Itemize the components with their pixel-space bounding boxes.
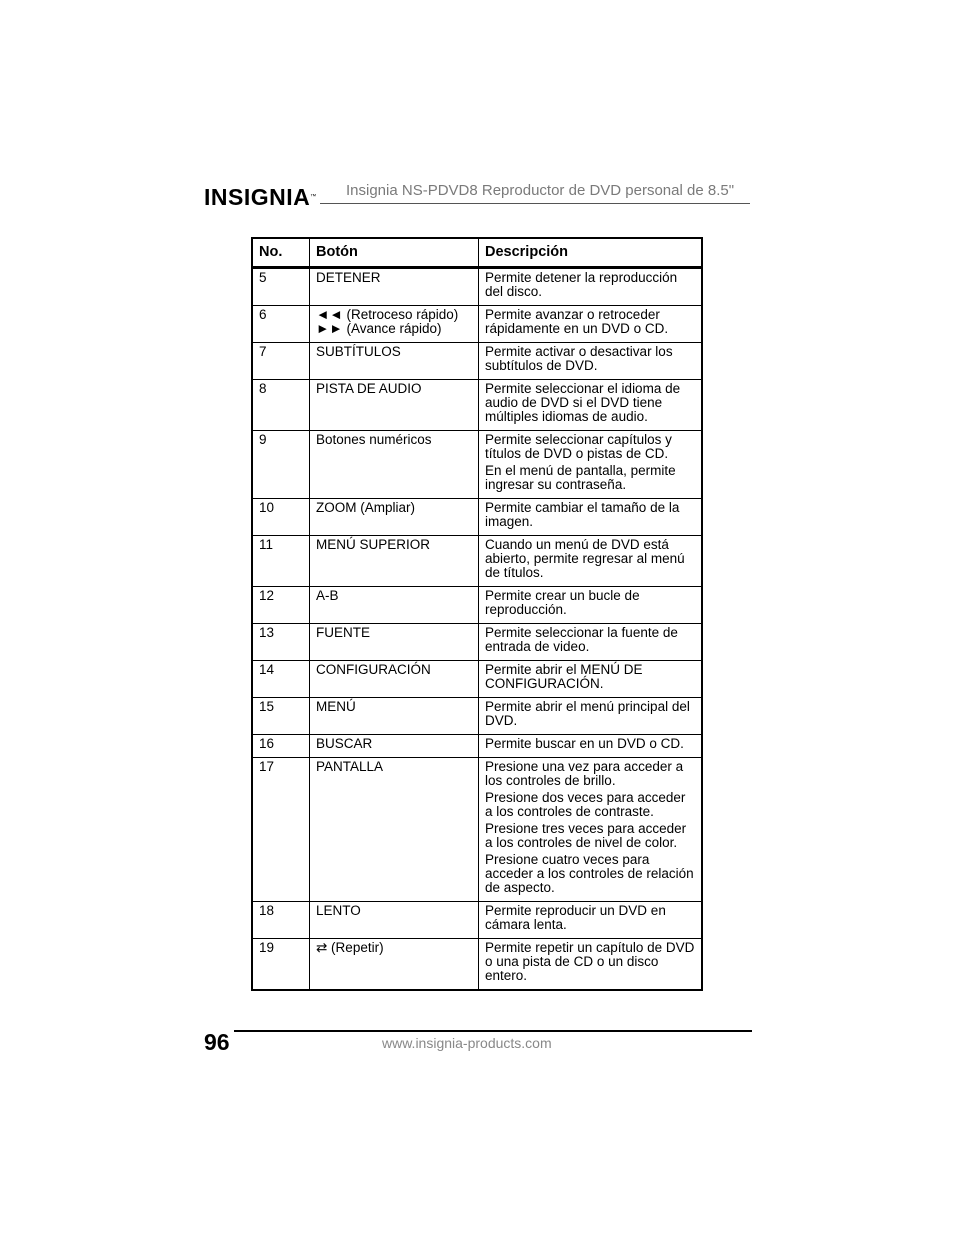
- cell-button: [310, 536, 479, 587]
- table-row: [252, 306, 702, 343]
- column-header-button: Botón: [310, 238, 479, 268]
- table-row: [252, 499, 702, 536]
- cell-button: [310, 380, 479, 431]
- cell-button: [310, 624, 479, 661]
- cell-button: [310, 698, 479, 735]
- cell-number: 19: [252, 939, 310, 991]
- description-paragraph: Permite seleccionar la fuente de entrada de video.: [485, 625, 678, 654]
- cell-number: 13: [252, 624, 310, 661]
- table-body: [252, 268, 702, 991]
- cell-number: 8: [252, 380, 310, 431]
- description-paragraph: Presione tres veces para acceder a los controles de nivel de color.: [485, 821, 687, 850]
- header-divider: [320, 203, 750, 204]
- button-name: DETENER: [316, 270, 381, 285]
- description-paragraph: Permite repetir un capítulo de DVD o una pista de CD o un disco entero.: [485, 940, 695, 983]
- cell-description: [479, 268, 703, 306]
- button-name: FUENTE: [316, 625, 370, 640]
- cell-number: 14: [252, 661, 310, 698]
- button-description-table: [251, 237, 703, 991]
- cell-description: [479, 758, 703, 902]
- cell-button: [310, 661, 479, 698]
- cell-description: [479, 939, 703, 991]
- footer-url: www.insignia-products.com: [382, 1035, 552, 1051]
- cell-number: 10: [252, 499, 310, 536]
- logo-text: INSIGNIA: [204, 184, 311, 210]
- button-name: SUBTÍTULOS: [316, 344, 401, 359]
- description-paragraph: Permite seleccionar el idioma de audio de DVD si el DVD tiene múltiples idiomas de audio.: [485, 381, 681, 424]
- cell-number: 12: [252, 587, 310, 624]
- cell-description: [479, 306, 703, 343]
- description-paragraph: Cuando un menú de DVD está abierto, permite regresar al menú de títulos.: [485, 537, 685, 580]
- table-header-row: [252, 238, 702, 268]
- cell-description: [479, 624, 703, 661]
- cell-button: [310, 758, 479, 902]
- button-name: CONFIGURACIÓN: [316, 662, 431, 677]
- insignia-logo: [204, 184, 317, 210]
- button-name: ◄◄ (Retroceso rápido): [316, 307, 459, 322]
- footer-divider: [234, 1030, 752, 1032]
- description-paragraph: Permite avanzar o retroceder rápidamente en un DVD o CD.: [485, 307, 669, 336]
- cell-description: [479, 380, 703, 431]
- table-row: [252, 587, 702, 624]
- cell-description: [479, 536, 703, 587]
- cell-button: [310, 939, 479, 991]
- description-paragraph: Permite activar o desactivar los subtítulos de DVD.: [485, 344, 673, 373]
- cell-description: [479, 735, 703, 758]
- description-paragraph: Permite reproducir un DVD en cámara lenta.: [485, 903, 666, 932]
- description-paragraph: Permite buscar en un DVD o CD.: [485, 736, 684, 751]
- description-paragraph: Permite crear un bucle de reproducción.: [485, 588, 640, 617]
- table-row: [252, 939, 702, 991]
- table-row: [252, 431, 702, 499]
- button-name: A-B: [316, 588, 339, 603]
- table-row: [252, 536, 702, 587]
- cell-number: 9: [252, 431, 310, 499]
- cell-description: [479, 499, 703, 536]
- cell-description: [479, 343, 703, 380]
- description-paragraph: Permite cambiar el tamaño de la imagen.: [485, 500, 680, 529]
- cell-number: 15: [252, 698, 310, 735]
- cell-number: 16: [252, 735, 310, 758]
- description-paragraph: Permite abrir el menú principal del DVD.: [485, 699, 690, 728]
- table-row: [252, 624, 702, 661]
- cell-number: 18: [252, 902, 310, 939]
- cell-description: [479, 431, 703, 499]
- cell-button: [310, 499, 479, 536]
- cell-number: 17: [252, 758, 310, 902]
- description-paragraph: Permite abrir el MENÚ DE CONFIGURACIÓN.: [485, 662, 643, 691]
- description-paragraph: Presione una vez para acceder a los controles de brillo.: [485, 759, 684, 788]
- table-row: [252, 380, 702, 431]
- cell-button: [310, 268, 479, 306]
- cell-button: [310, 735, 479, 758]
- description-paragraph: Permite seleccionar capítulos y títulos de DVD o pistas de CD.: [485, 432, 672, 461]
- cell-button: [310, 306, 479, 343]
- cell-description: [479, 661, 703, 698]
- button-name: MENÚ SUPERIOR: [316, 537, 431, 552]
- button-name: ►► (Avance rápido): [316, 321, 442, 336]
- table-row: [252, 661, 702, 698]
- column-header-no: No.: [252, 238, 310, 268]
- button-name: PANTALLA: [316, 759, 384, 774]
- button-name: LENTO: [316, 903, 361, 918]
- description-paragraph: Permite detener la reproducción del disco.: [485, 270, 678, 299]
- table-row: [252, 758, 702, 902]
- table-row: [252, 343, 702, 380]
- page-number: 96: [204, 1029, 230, 1055]
- cell-description: [479, 698, 703, 735]
- cell-number: 5: [252, 268, 310, 306]
- cell-description: [479, 902, 703, 939]
- table-row: [252, 735, 702, 758]
- cell-number: 6: [252, 306, 310, 343]
- cell-button: [310, 902, 479, 939]
- page-header-title: Insignia NS-PDVD8 Reproductor de DVD personal de 8.5": [346, 182, 735, 199]
- description-paragraph: Presione dos veces para acceder a los controles de contraste.: [485, 790, 686, 819]
- button-name: Botones numéricos: [316, 432, 432, 447]
- cell-button: [310, 343, 479, 380]
- table-row: [252, 902, 702, 939]
- description-paragraph: Presione cuatro veces para acceder a los controles de relación de aspecto.: [485, 852, 694, 895]
- trademark-symbol: ™: [310, 194, 317, 200]
- table-row: [252, 698, 702, 735]
- column-header-description: Descripción: [479, 238, 703, 268]
- button-name: BUSCAR: [316, 736, 373, 751]
- description-paragraph: En el menú de pantalla, permite ingresar su contraseña.: [485, 463, 676, 492]
- cell-button: [310, 587, 479, 624]
- cell-number: 7: [252, 343, 310, 380]
- cell-button: [310, 431, 479, 499]
- table-row: [252, 268, 702, 306]
- cell-number: 11: [252, 536, 310, 587]
- button-name: MENÚ: [316, 699, 356, 714]
- button-name: ⇄ (Repetir): [316, 940, 384, 955]
- button-name: ZOOM (Ampliar): [316, 500, 415, 515]
- cell-description: [479, 587, 703, 624]
- button-name: PISTA DE AUDIO: [316, 381, 422, 396]
